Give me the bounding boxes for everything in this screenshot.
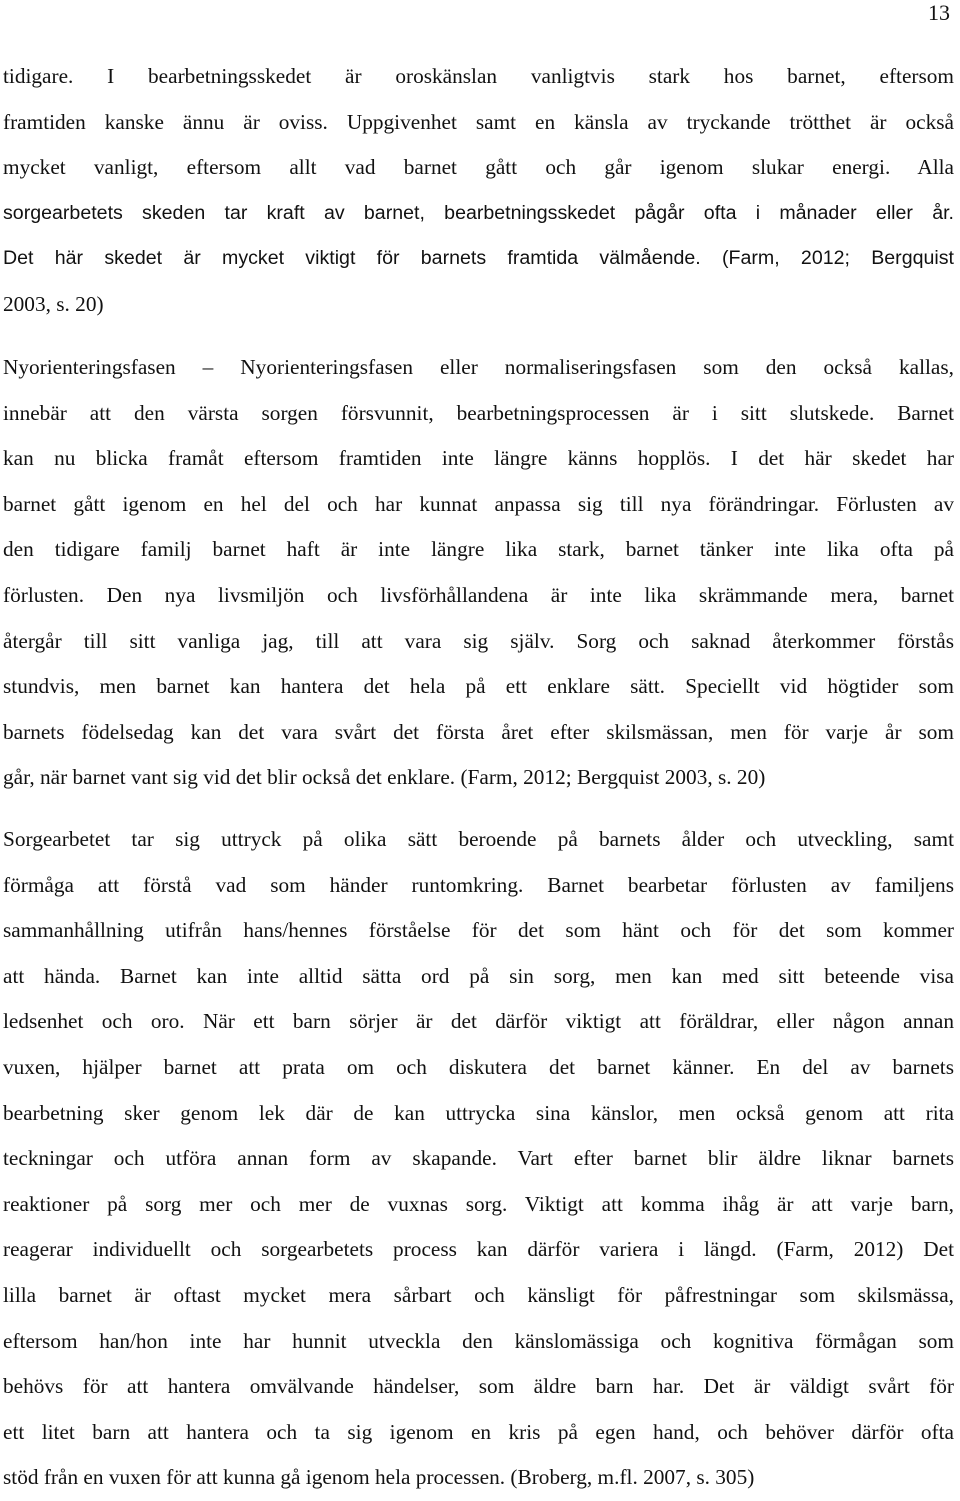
text-line: barnet gått igenom en hel del och har kunnat anpassa sig till nya förändringar. Förlusten av <box>3 491 954 516</box>
text-line: förmåga att förstå vad som händer runtomkring. Barnet bearbetar förlusten av familjens <box>3 872 954 897</box>
text-line: återgår till sitt vanliga jag, till att vara sig själv. Sorg och saknad återkommer förstås <box>3 628 954 653</box>
text-line: bearbetning sker genom lek där de kan uttrycka sina känslor, men också genom att rita <box>3 1100 954 1125</box>
text-line: att hända. Barnet kan inte alltid sätta ord på sin sorg, men kan med sitt beteende visa <box>3 963 954 988</box>
text-line: 2003, s. 20) <box>3 291 104 316</box>
text-line: teckningar och utföra annan form av skapande. Vart efter barnet blir äldre liknar barnets <box>3 1146 954 1171</box>
text-line: kan nu blicka framåt eftersom framtiden inte längre känns hopplös. I det här skedet har <box>3 446 954 471</box>
text-line: går, när barnet vant sig vid det blir också det enklare. (Farm, 2012; Bergquist 2003, s. 20) <box>3 765 766 790</box>
text-line: Sorgearbetet tar sig uttryck på olika sätt beroende på barnets ålder och utveckling, samt <box>3 827 954 851</box>
text-line: reaktioner på sorg mer och mer de vuxnas sorg. Viktigt att komma ihåg är att varje barn, <box>3 1191 954 1216</box>
text-line: sorgearbetets skeden tar kraft av barnet, bearbetningsskedet pågår ofta i månader eller år. <box>3 201 954 224</box>
text-line: eftersom han/hon inte har hunnit utveckla den känslomässiga och kognitiva förmågan som <box>3 1328 954 1353</box>
text-line: den tidigare familj barnet haft är inte längre lika stark, barnet tänker inte lika ofta på <box>3 537 954 562</box>
text-line: Det här skedet är mycket viktigt för barnets framtida välmående. (Farm, 2012; Bergquist <box>3 247 954 270</box>
paragraph-sorgearbetet <box>3 817 954 1501</box>
page-number: 13 <box>928 0 950 25</box>
text-line: tidigare. I bearbetningsskedet är oroskänslan vanligtvis stark hos barnet, eftersom <box>3 64 954 88</box>
text-line: mycket vanligt, eftersom allt vad barnet gått och går igenom slukar energi. Alla <box>3 155 954 180</box>
text-line: lilla barnet är oftast mycket mera sårbart och känsligt för påfrestningar som skilsmässa, <box>3 1282 954 1307</box>
paragraph-bearbetningsskedet <box>3 54 954 328</box>
text-line: behövs för att hantera omvälvande händelser, som äldre barn har. Det är väldigt svårt för <box>3 1374 954 1399</box>
text-line: ett litet barn att hantera och ta sig igenom en kris på egen hand, och behöver därför ofta <box>3 1419 954 1444</box>
text-line: sammanhållning utifrån hans/hennes förståelse för det som hänt och för det som kommer <box>3 918 954 943</box>
text-line: reagerar individuellt och sorgearbetets process kan därför variera i längd. (Farm, 2012) Det <box>3 1237 954 1262</box>
text-line: barnets födelsedag kan det vara svårt det första året efter skilsmässan, men för varje år som <box>3 719 954 744</box>
text-line: vuxen, hjälper barnet att prata om och diskutera det barnet känner. En del av barnets <box>3 1054 954 1079</box>
text-line: innebär att den värsta sorgen försvunnit, bearbetningsprocessen är i sitt slutskede. Barnet <box>3 400 954 425</box>
text-line: framtiden kanske ännu är oviss. Uppgivenhet samt en känsla av tryckande trötthet är också <box>3 109 954 134</box>
text-line: stundvis, men barnet kan hantera det hela på ett enklare sätt. Speciellt vid högtider som <box>3 674 954 699</box>
text-line: ledsenhet och oro. När ett barn sörjer är det därför viktigt att föräldrar, eller någon annan <box>3 1009 954 1034</box>
paragraph-nyorienteringsfasen <box>3 345 954 801</box>
text-line: stöd från en vuxen för att kunna gå igenom hela processen. (Broberg, m.fl. 2007, s. 305) <box>3 1465 755 1490</box>
text-line: förlusten. Den nya livsmiljön och livsförhållandena är inte lika skrämmande mera, barnet <box>3 582 954 607</box>
text-line: Nyorienteringsfasen – Nyorienteringsfasen eller normaliseringsfasen som den också kallas, <box>3 355 954 379</box>
